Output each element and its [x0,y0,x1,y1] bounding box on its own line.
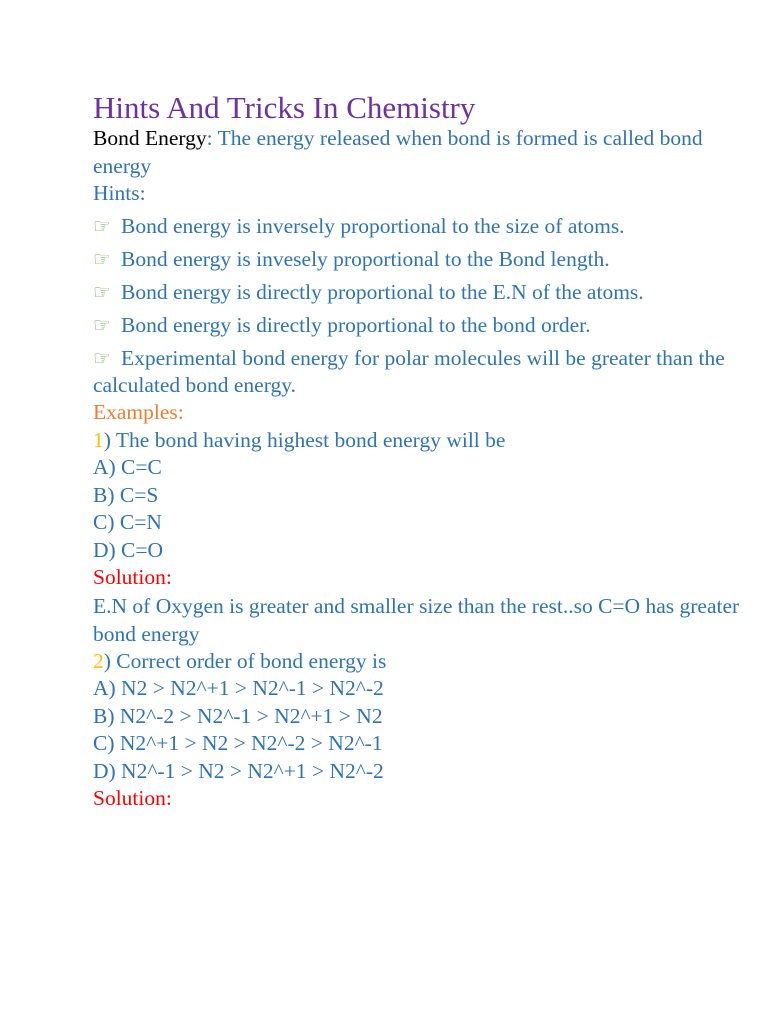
question-paren: ) [103,648,111,673]
question-2-option-c: C) N2^+1 > N2 > N2^-2 > N2^-1 [93,731,383,755]
definition-separator: : [206,126,213,150]
hint-item [93,279,753,306]
question-number: 2 [93,648,104,673]
hint-item [93,246,753,273]
question-number: 1 [93,427,104,452]
question-text: The bond having highest bond energy will be [110,427,506,452]
document-page [93,88,753,813]
definition-text: The energy released when bond is formed is called bond energy [93,126,703,178]
question-1-option-a: A) C=C [93,455,162,479]
hint-text: Bond energy is directly proportional to the E.N of the atoms. [121,280,644,304]
hint-text: Bond energy is inversely proportional to the size of atoms. [121,214,625,238]
pointing-hand-icon: ☞ [93,280,111,304]
question-2-solution-label: Solution: [93,786,172,810]
question-text: Correct order of bond energy is [110,648,387,673]
hint-item [93,345,753,399]
bond-energy-definition [93,124,753,180]
pointing-hand-icon: ☞ [93,214,111,238]
question-paren: ) [103,427,111,452]
hint-text: Experimental bond energy for polar molecules will be greater than the calculated bond energy. [93,346,725,397]
question-2-option-a: A) N2 > N2^+1 > N2^-1 > N2^-2 [93,676,384,700]
pointing-hand-icon: ☞ [93,313,111,337]
pointing-hand-icon: ☞ [93,346,111,370]
question-2-option-b: B) N2^-2 > N2^-1 > N2^+1 > N2 [93,703,383,728]
question-1-solution-text: E.N of Oxygen is greater and smaller size than the rest..so C=O has greater bond energy [93,593,740,646]
definition-term: Bond Energy [93,126,207,150]
pointing-hand-icon: ☞ [93,247,111,271]
question-1-option-d: D) C=O [93,537,164,562]
question-2 [93,648,753,676]
page-title: Hints And Tricks In Chemistry [93,90,476,125]
hint-item [93,213,753,240]
question-1 [93,427,753,455]
hints-label: Hints: [93,181,146,205]
hint-text: Bond energy is invesely proportional to the Bond length. [121,247,610,271]
examples-label: Examples: [93,400,184,424]
question-1-option-b: B) C=S [93,482,159,507]
question-2-option-d: D) N2^-1 > N2 > N2^+1 > N2^-2 [93,758,384,783]
question-1-solution-label: Solution: [93,565,172,589]
hint-text: Bond energy is directly proportional to the bond order. [121,313,591,337]
question-1-option-c: C) C=N [93,510,162,534]
hint-item [93,312,753,339]
